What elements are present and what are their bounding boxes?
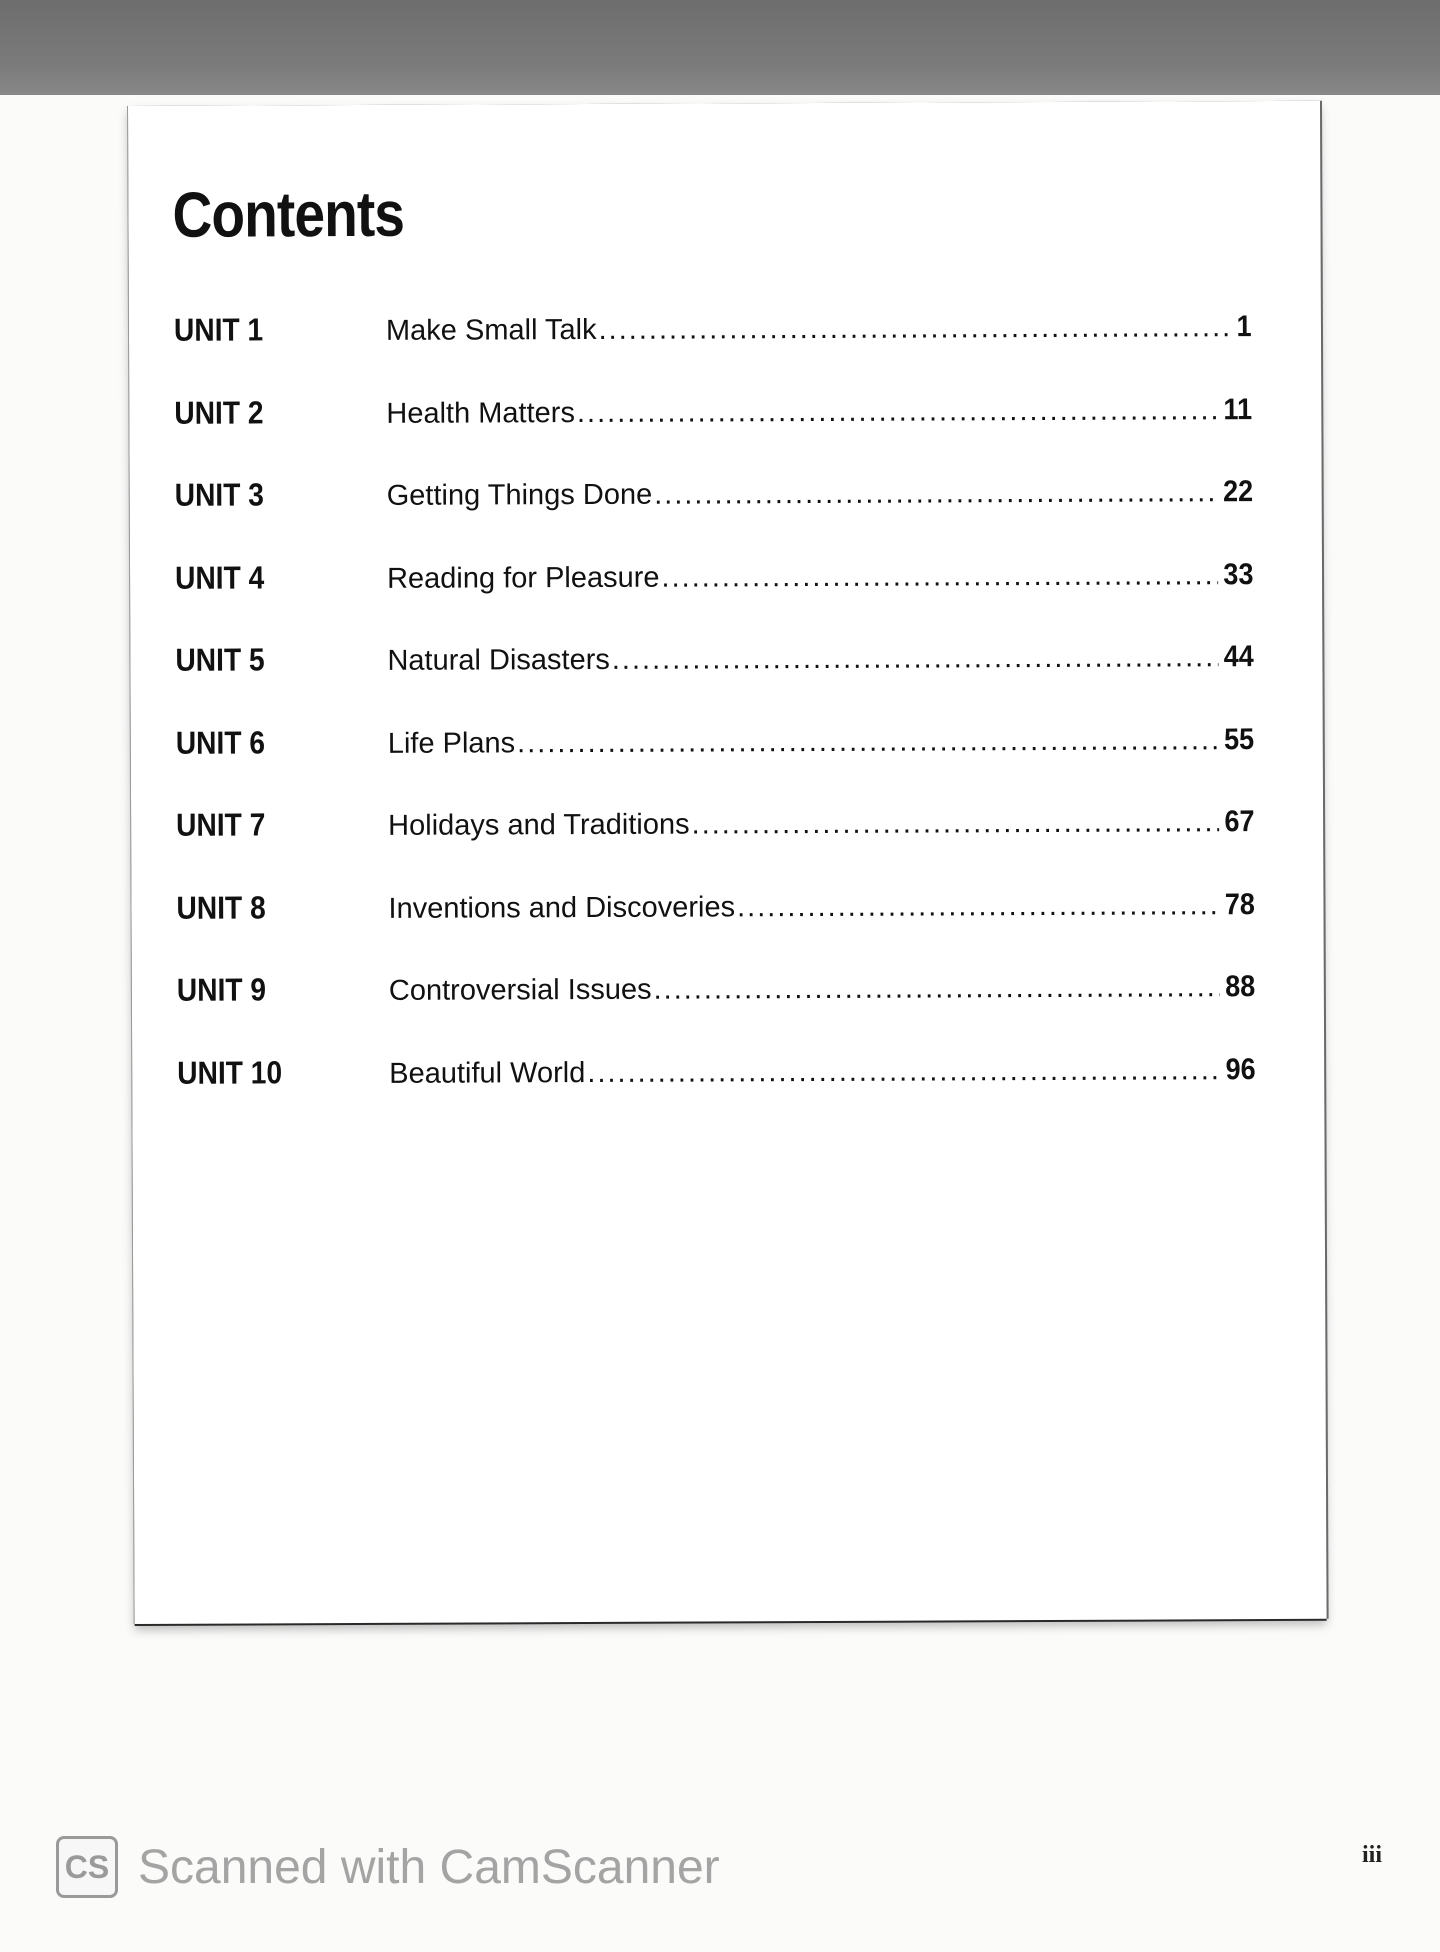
unit-title: Holidays and Traditions: [388, 808, 690, 842]
unit-label: UNIT 9: [176, 971, 267, 1008]
dot-leader: [517, 724, 1218, 760]
page-folio: iii: [1362, 1842, 1383, 1868]
toc-entry: [176, 885, 1254, 972]
unit-label: UNIT 1: [173, 311, 264, 348]
page-number: 78: [1224, 887, 1255, 921]
toc-entry: [174, 307, 1252, 394]
table-of-contents: [174, 307, 1256, 1137]
scanner-shadow: [0, 0, 1440, 110]
watermark-text: Scanned with CamScanner: [138, 1840, 720, 1894]
unit-title: Getting Things Done: [386, 478, 653, 512]
camscanner-logo-icon: CS: [56, 1836, 118, 1898]
dot-leader: [654, 476, 1217, 511]
contents-page: [128, 101, 1327, 1624]
camscanner-watermark: [56, 1836, 720, 1898]
unit-label: UNIT 2: [174, 393, 264, 431]
unit-label: UNIT 6: [175, 723, 266, 761]
unit-title: Controversial Issues: [388, 973, 652, 1007]
toc-entry: [175, 472, 1253, 559]
dot-leader: [587, 1054, 1220, 1090]
unit-title: Life Plans: [387, 726, 516, 760]
unit-title: Natural Disasters: [387, 643, 610, 677]
page-number: 1: [1236, 310, 1253, 344]
unit-label: UNIT 5: [175, 641, 265, 678]
unit-title: Reading for Pleasure: [386, 561, 660, 595]
page-number: 44: [1223, 640, 1254, 674]
toc-entry: [176, 720, 1254, 807]
page-number: 88: [1224, 970, 1255, 1004]
page-number: 96: [1225, 1052, 1256, 1086]
unit-label: UNIT 8: [176, 888, 266, 926]
dot-leader: [612, 641, 1218, 677]
unit-label: UNIT 7: [176, 806, 266, 843]
page-number: 55: [1223, 722, 1254, 756]
unit-title: Inventions and Discoveries: [388, 890, 736, 925]
unit-title: Health Matters: [386, 396, 575, 430]
page-number: 22: [1222, 475, 1253, 509]
page-title: Contents: [172, 177, 405, 251]
toc-entry: [175, 637, 1253, 724]
unit-label: UNIT 10: [177, 1053, 283, 1091]
page-number: 67: [1224, 805, 1255, 839]
dot-leader: [577, 394, 1219, 430]
dot-leader: [737, 889, 1219, 924]
unit-label: UNIT 3: [174, 476, 264, 513]
dot-leader: [599, 311, 1234, 347]
toc-entry: [177, 1050, 1255, 1137]
unit-title: Make Small Talk: [385, 313, 597, 347]
toc-entry: [177, 967, 1255, 1054]
dot-leader: [661, 559, 1217, 594]
toc-entry: [175, 555, 1253, 642]
page-number: 11: [1223, 392, 1253, 426]
unit-title: Beautiful World: [389, 1056, 586, 1090]
toc-entry: [174, 390, 1252, 477]
dot-leader: [654, 971, 1220, 1006]
toc-entry: [176, 802, 1254, 889]
unit-label: UNIT 4: [174, 558, 265, 596]
dot-leader: [692, 806, 1219, 841]
page-number: 33: [1222, 557, 1254, 591]
